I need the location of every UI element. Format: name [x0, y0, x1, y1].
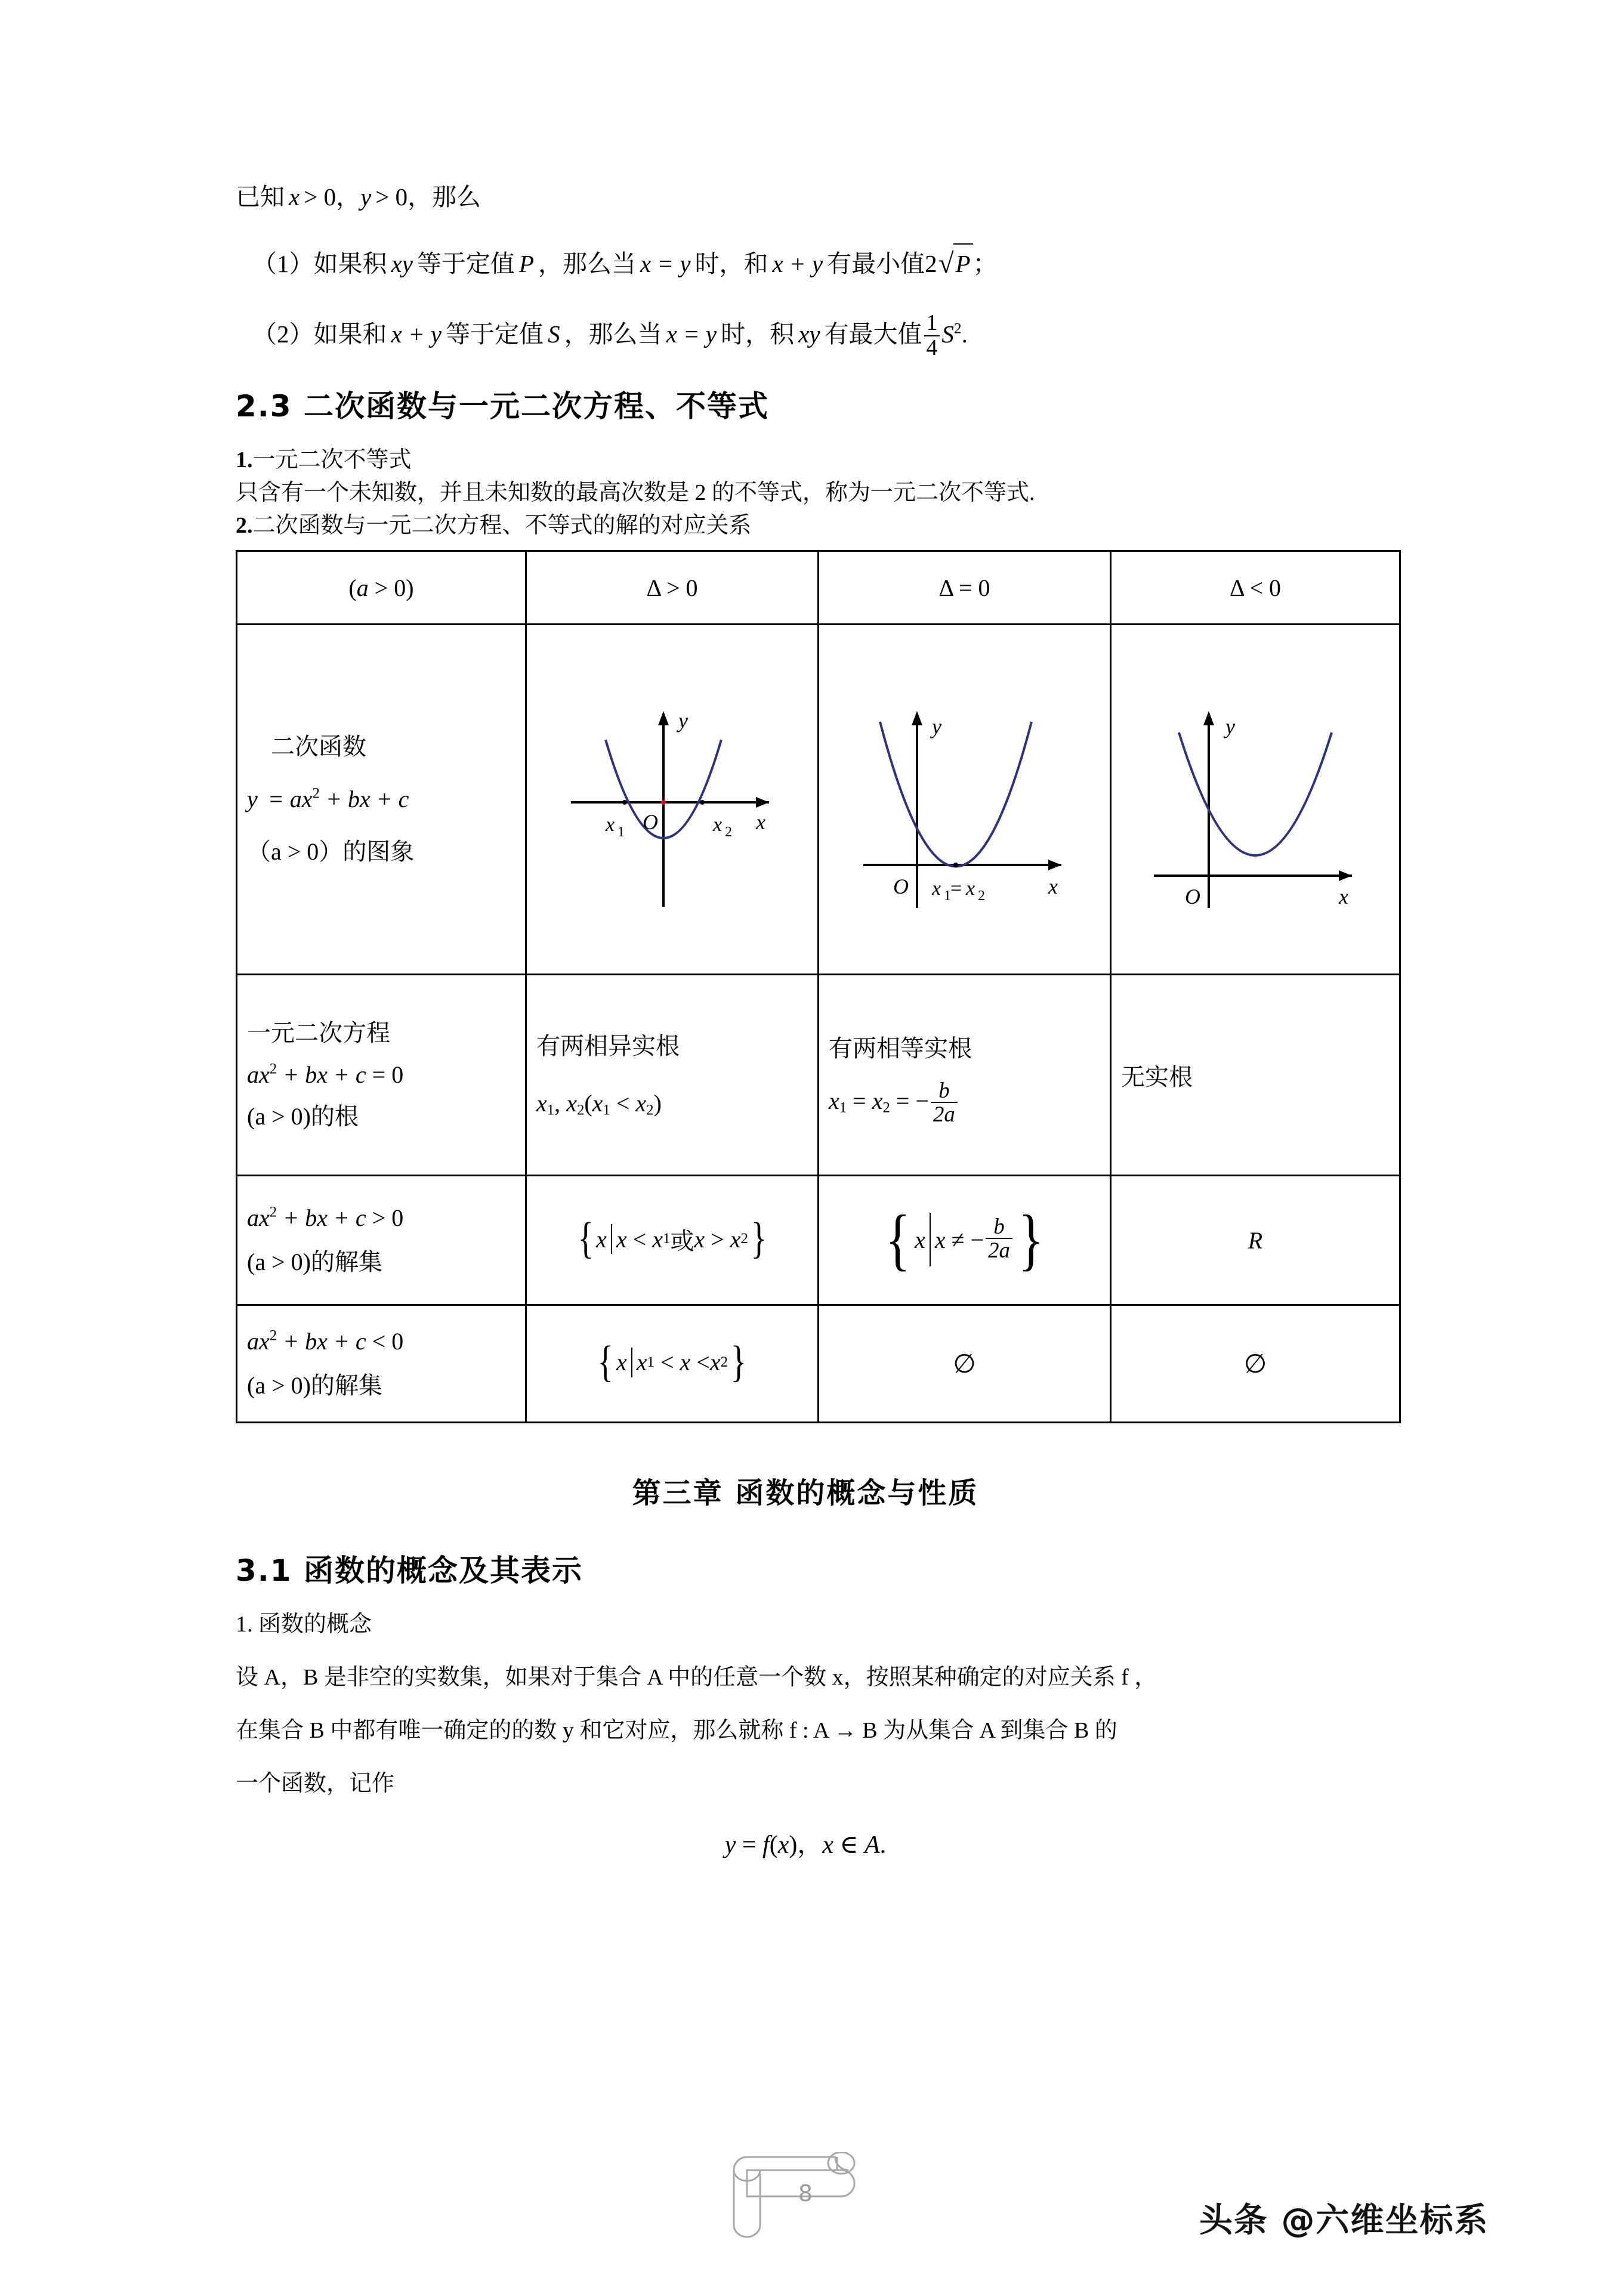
fraction-b-over-2a: $\frac{b}{2a}$	[986, 1215, 1012, 1262]
parabola-double-root-graph	[851, 686, 1078, 913]
premise-y: y	[360, 183, 372, 211]
two-equal-roots-formula: $x_1 = x_2$ = − $\frac{b}{2a}$	[829, 1075, 1100, 1127]
rule-item-1	[252, 242, 1375, 285]
rule-1-text-2: 等于定值	[416, 249, 515, 277]
parabola-two-roots-graph	[559, 686, 786, 913]
two-distinct-roots-formula: $x_1$, $x_2(x_1 < x_2)$	[536, 1090, 662, 1118]
cell-graph-delta-lt	[1111, 625, 1400, 975]
table-row-less-than	[237, 1305, 1400, 1423]
cell-lt-label	[237, 1305, 526, 1423]
left-brace-icon: {	[885, 1201, 911, 1278]
cell-gt-delta-gt	[526, 1176, 819, 1305]
rule-2-symbol: S	[941, 320, 954, 348]
parabola-no-roots-graph	[1142, 686, 1369, 913]
cell-gt-delta-lt	[1111, 1176, 1400, 1305]
empty-set-symbol: ∅	[953, 1349, 976, 1379]
fraction-one-quarter	[924, 311, 940, 360]
rule-1-text-4: 时，和	[694, 249, 768, 277]
cell-gt-label	[237, 1176, 526, 1305]
premise-line	[236, 179, 1375, 216]
rule-1-var-2: P	[518, 249, 534, 277]
radical-sign-icon: √	[938, 248, 954, 279]
subsection-2-line	[236, 506, 1375, 539]
subsection-2-title: 二次函数与一元二次方程、不等式的解的对应关系	[252, 513, 752, 539]
rule-1-var-1: xy	[391, 249, 413, 277]
rule-1-label: （1）	[252, 249, 314, 277]
rule-2-text-3: ，那么当	[564, 320, 662, 348]
fraction-numerator: 1	[926, 310, 938, 336]
table-row-graphs	[237, 625, 1400, 975]
svg-text:1: 1	[943, 888, 951, 904]
equation-title: 一元二次方程	[247, 1019, 390, 1047]
rule-1-var-3: x = y	[640, 249, 691, 277]
function-concept-subheading: 1. 函数的概念	[236, 1612, 372, 1637]
svg-text:O: O	[642, 810, 658, 835]
svg-text:=: =	[950, 877, 962, 900]
rule-2-text-2: 等于定值	[446, 320, 544, 348]
cell-lt-delta-gt	[526, 1305, 819, 1423]
set-divider-bar	[611, 1224, 612, 1254]
premise-prefix: 已知	[236, 183, 285, 211]
cell-lt-delta-eq	[819, 1305, 1111, 1423]
chapter-3-title: 第三章 函数的概念与性质	[632, 1476, 979, 1510]
svg-text:x: x	[755, 810, 765, 835]
fraction-denominator: 4	[924, 335, 940, 360]
svg-text:y: y	[1225, 715, 1235, 739]
page-number: 8	[798, 2180, 813, 2207]
cell-graph-delta-eq	[819, 625, 1111, 975]
quadratic-function-condition: （a > 0）的图象	[247, 838, 415, 866]
svg-text:1: 1	[617, 824, 625, 840]
gt-solution-label: (a > 0)的解集	[247, 1249, 382, 1276]
svg-text:x: x	[965, 877, 975, 900]
svg-text:2: 2	[977, 888, 985, 904]
premise-x-cond: > 0	[304, 183, 336, 211]
rule-2-tail: .	[961, 320, 968, 348]
cell-graph-delta-gt	[526, 625, 819, 975]
table-header-cell-delta-gt: Δ > 0	[526, 551, 819, 625]
cell-lt-delta-lt	[1111, 1305, 1400, 1423]
empty-set-symbol: ∅	[1243, 1349, 1267, 1379]
function-definition-line-3: 一个函数，记作	[236, 1771, 395, 1797]
rule-1-text-5: 有最小值	[827, 249, 925, 277]
page-content	[236, 179, 1375, 1861]
right-brace-icon: }	[751, 1214, 767, 1263]
rule-2-text-5: 有最大值	[824, 320, 922, 348]
rule-2-var-1: x + y	[391, 320, 442, 348]
premise-y-cond: > 0	[375, 183, 408, 211]
svg-text:x: x	[712, 814, 722, 836]
svg-text:x: x	[1048, 874, 1058, 899]
premise-x: x	[289, 183, 300, 211]
right-brace-icon: }	[1018, 1201, 1043, 1278]
svg-text:2: 2	[724, 824, 732, 840]
rule-2-var-4: xy	[798, 320, 820, 348]
premise-sep: ，	[336, 183, 361, 211]
set-divider-bar	[930, 1213, 931, 1266]
subsection-1-body: 只含有一个未知数，并且未知数的最高次数是 2 的不等式，称为一元二次不等式.	[236, 480, 1035, 506]
rule-item-2	[252, 310, 1375, 361]
rule-1-text-3: ，那么当	[538, 249, 636, 277]
cell-quadratic-function-label	[237, 625, 526, 975]
gt-solution-set-delta-gt: { x x < x 1 或 x > x 2 }	[578, 1214, 767, 1263]
rule-1-radicand: P	[953, 243, 972, 283]
svg-text:x: x	[605, 814, 615, 836]
section-heading-2-3: 2.3 二次函数与一元二次方程、不等式	[236, 389, 769, 424]
function-definition-line-1: 设 A，B 是非空的实数集，如果对于集合 A 中的任意一个数 x，按照某种确定的对应关系 f ，	[236, 1665, 1157, 1691]
svg-text:y: y	[678, 709, 688, 733]
table-row-greater-than	[237, 1176, 1400, 1305]
table-header-cell-delta-lt: Δ < 0	[1111, 551, 1400, 625]
rule-1-text-1: 如果积	[313, 249, 387, 277]
gt-solution-set-delta-eq: { x x ≠ − $\frac{b}{2a}$ }	[885, 1201, 1043, 1278]
rule-2-text-4: 时，积	[721, 320, 795, 348]
cell-equation-label	[237, 975, 526, 1176]
two-equal-roots-text: 有两相等实根	[829, 1035, 972, 1062]
quadratic-function-formula: $y = ax^2$ + bx + c	[247, 786, 409, 813]
rule-2-var-3: x = y	[666, 320, 717, 348]
cell-equation-delta-gt	[526, 975, 819, 1176]
set-divider-bar	[631, 1348, 632, 1377]
cell-gt-delta-eq	[819, 1176, 1111, 1305]
svg-text:x: x	[931, 877, 941, 900]
svg-text:O: O	[893, 874, 909, 899]
sqrt-group	[937, 242, 973, 285]
rule-1-var-4: x + y	[772, 249, 823, 277]
subsection-1-title: 一元二次不等式	[252, 447, 412, 473]
cell-equation-delta-eq	[819, 975, 1111, 1176]
subsection-1-number: 1.	[236, 447, 253, 473]
function-definition-line-2: 在集合 B 中都有唯一确定的的数 y 和它对应，那么就称 f : A → B 为从集合 A 到集合 B 的	[236, 1718, 1117, 1744]
svg-text:x: x	[1339, 885, 1348, 909]
lt-inequality-formula: $ax^2$ + bx + c < 0	[247, 1328, 404, 1355]
rule-1-tail: ；	[972, 249, 998, 277]
quadratic-function-title: 二次函数	[271, 733, 366, 761]
right-brace-icon: }	[730, 1337, 747, 1386]
section-heading-3-1: 3.1 函数的概念及其表示	[236, 1553, 583, 1589]
subsection-2-number: 2.	[236, 513, 253, 539]
solution-set-all-reals: R	[1248, 1226, 1263, 1254]
lt-solution-set-delta-gt: { x x 1 < x < x 2 }	[597, 1337, 747, 1386]
quadratic-correspondence-table	[236, 550, 1401, 1423]
table-header-cell-delta-eq: Δ = 0	[819, 551, 1111, 625]
rule-2-exponent: 2	[953, 320, 962, 337]
rule-2-label: （2）	[252, 320, 314, 348]
table-header-row	[237, 551, 1400, 625]
premise-suffix: ，那么	[407, 183, 481, 211]
two-distinct-roots-text: 有两相异实根	[536, 1033, 680, 1060]
table-row-equation	[237, 975, 1400, 1176]
rule-2-var-2: S	[548, 320, 560, 348]
function-notation-formula: y = f(x)，x ∈ A.	[724, 1831, 887, 1859]
watermark-text: 头条 @六维坐标系	[1199, 2201, 1489, 2240]
rule-2-text-1: 如果和	[313, 320, 387, 348]
lt-solution-label: (a > 0)的解集	[247, 1372, 382, 1399]
equation-condition: (a > 0)的根	[247, 1103, 359, 1130]
cell-equation-delta-lt: 无实根	[1111, 975, 1400, 1176]
fraction-b-over-2a: $\frac{b}{2a}$	[931, 1079, 958, 1126]
left-brace-icon: {	[578, 1214, 594, 1263]
gt-inequality-formula: $ax^2$ + bx + c > 0	[247, 1204, 404, 1232]
table-header-cell-a: (a > 0)	[237, 551, 526, 625]
svg-text:y: y	[931, 715, 941, 739]
svg-text:O: O	[1185, 885, 1200, 909]
left-brace-icon: {	[597, 1337, 614, 1386]
equation-formula: $ax^2$ + bx + c = 0	[247, 1061, 404, 1089]
rule-1-coefficient: 2	[925, 249, 937, 277]
subsection-1-line	[236, 441, 1375, 474]
